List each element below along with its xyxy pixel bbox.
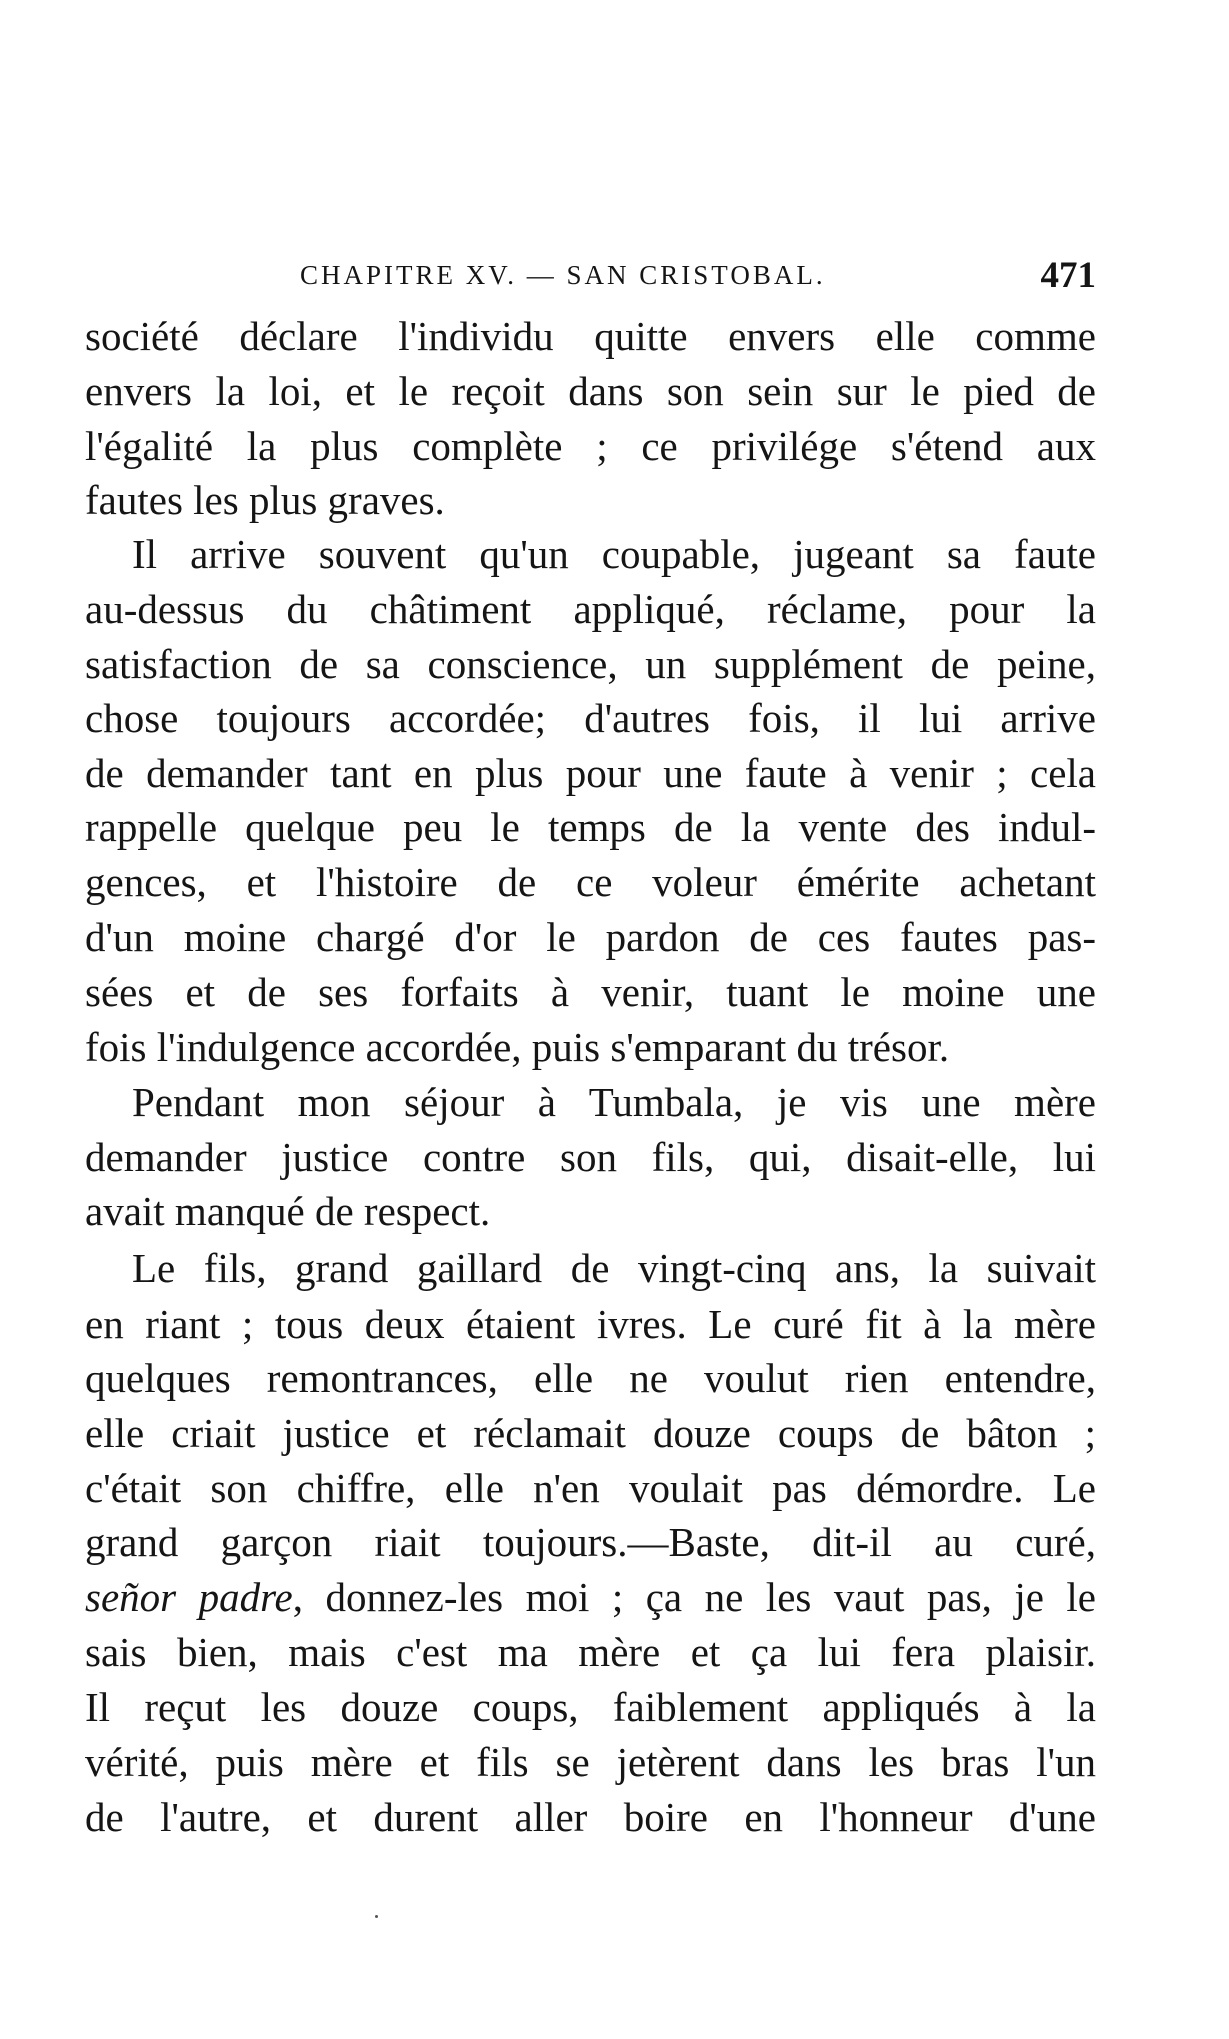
text-line: en riant ; tous deux étaient ivres. Le curé fit à la mère	[85, 1301, 1096, 1347]
chapter-running-title: CHAPITRE XV. — SAN CRISTOBAL.	[300, 260, 826, 290]
ink-speck	[375, 1915, 378, 1918]
text-line: c'était son chiffre, elle n'en voulait pas démordre. Le	[85, 1465, 1096, 1511]
paragraph-first-line: Il arrive souvent qu'un coupable, jugeant sa faute	[132, 531, 1096, 577]
italic-phrase: señor padre	[85, 1574, 293, 1620]
text-line: elle criait justice et réclamait douze coups de bâton ;	[85, 1410, 1096, 1456]
text-line: de l'autre, et durent aller boire en l'honneur d'une	[85, 1794, 1096, 1840]
paragraph-first-line: Pendant mon séjour à Tumbala, je vis une mère	[132, 1079, 1096, 1125]
text-line: gences, et l'histoire de ce voleur émérite achetant	[85, 859, 1096, 905]
paragraph-end-line: fautes les plus graves.	[85, 477, 445, 523]
text-line: quelques remontrances, elle ne voulut rien entendre,	[85, 1355, 1096, 1401]
paragraph-end-line: avait manqué de respect.	[85, 1188, 491, 1234]
text-line: sées et de ses forfaits à venir, tuant le moine une	[85, 969, 1096, 1015]
text-line: de demander tant en plus pour une faute à venir ; cela	[85, 750, 1096, 796]
text-line: au-dessus du châtiment appliqué, réclame, pour la	[85, 586, 1096, 632]
page-number: 471	[1040, 255, 1096, 296]
text-line: chose toujours accordée; d'autres fois, il lui arrive	[85, 695, 1096, 741]
text-line: rappelle quelque peu le temps de la vente des indul-	[85, 804, 1096, 850]
text-line: l'égalité la plus complète ; ce privilége s'étend aux	[85, 423, 1096, 469]
text-line: demander justice contre son fils, qui, disait-elle, lui	[85, 1134, 1096, 1180]
text-run: , donnez-les moi ; ça ne les vaut pas, je le	[292, 1574, 1096, 1620]
text-line: d'un moine chargé d'or le pardon de ces fautes pas-	[85, 914, 1096, 960]
text-line: vérité, puis mère et fils se jetèrent dans les bras l'un	[85, 1739, 1096, 1785]
text-line: envers la loi, et le reçoit dans son sein sur le pied de	[85, 368, 1096, 414]
running-head	[300, 255, 1096, 298]
text-line: satisfaction de sa conscience, un supplément de peine,	[85, 641, 1096, 687]
text-line: Il reçut les douze coups, faiblement appliqués à la	[85, 1684, 1096, 1730]
text-line: grand garçon riait toujours.—Baste, dit-il au curé,	[85, 1519, 1096, 1565]
text-line: sais bien, mais c'est ma mère et ça lui fera plaisir.	[85, 1629, 1096, 1675]
paragraph-end-line: fois l'indulgence accordée, puis s'emparant du trésor.	[85, 1024, 950, 1070]
paragraph-first-line: Le fils, grand gaillard de vingt-cinq ans, la suivait	[132, 1245, 1096, 1291]
text-line-with-italic	[85, 1571, 1096, 1623]
text-line: société déclare l'individu quitte envers elle comme	[85, 313, 1096, 359]
